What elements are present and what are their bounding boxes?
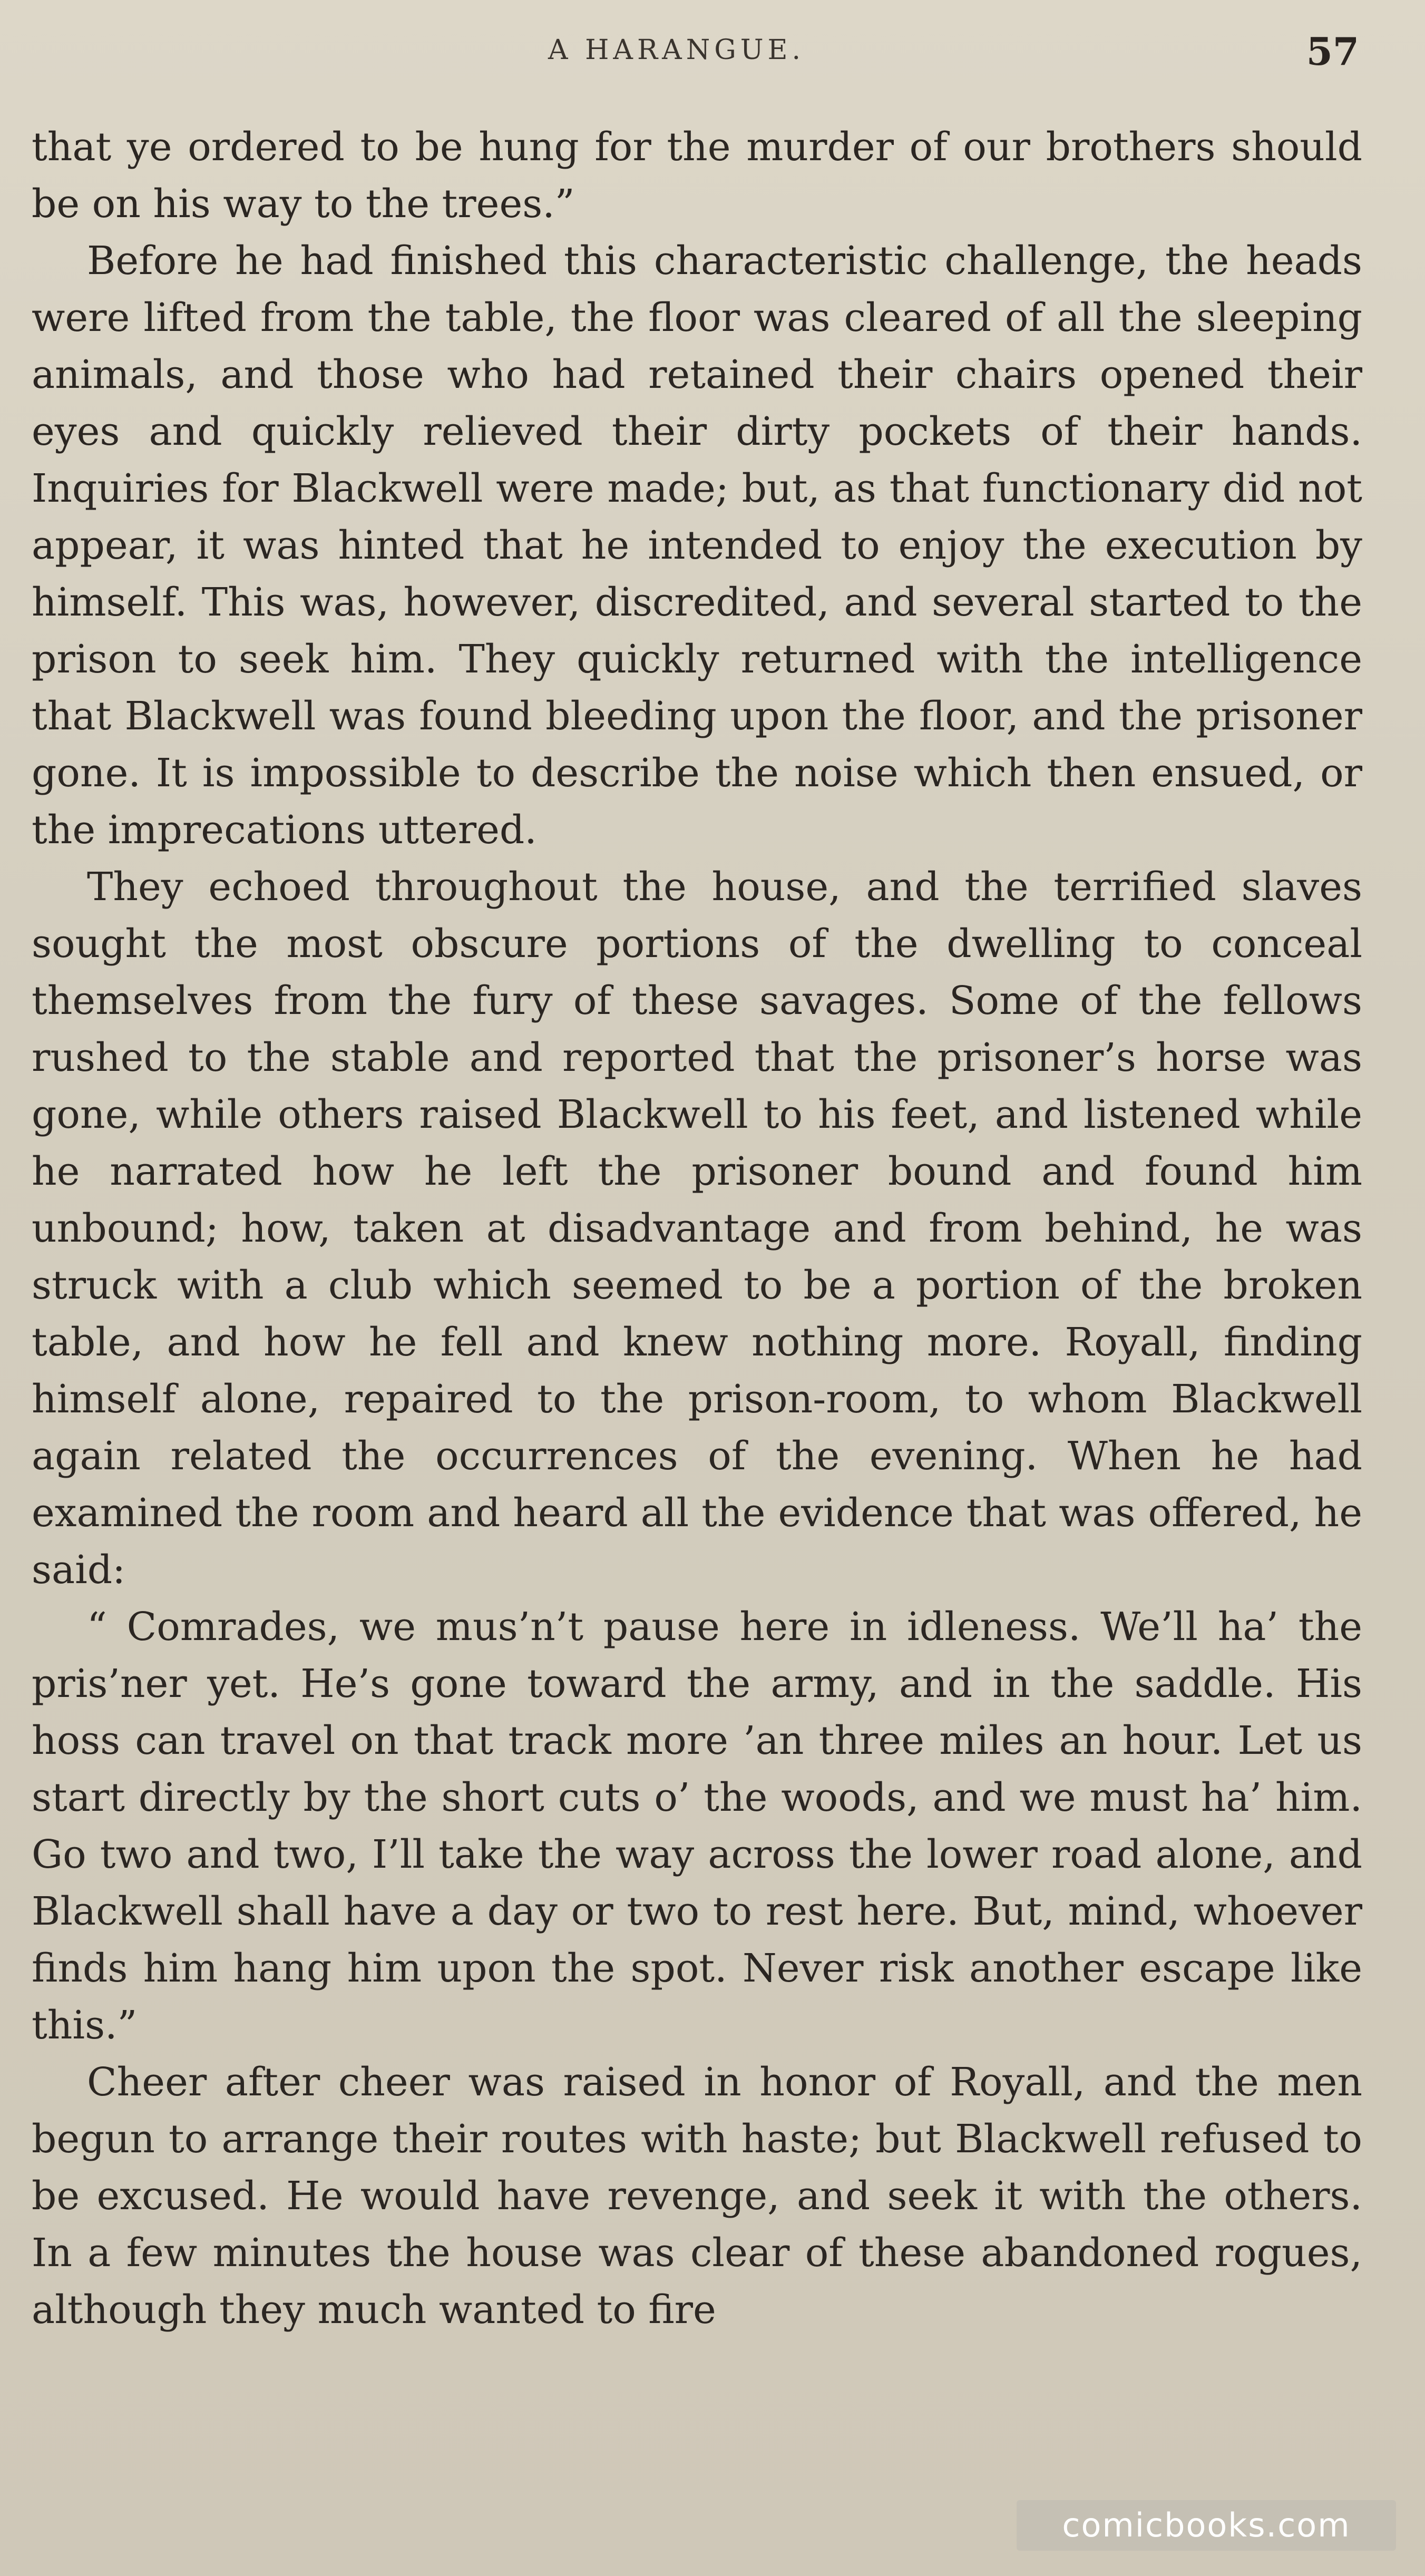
body-text <box>32 119 1362 2338</box>
paragraph: Cheer after cheer was raised in honor of Royall, and the men begun to arrange their routes with haste; but Blackwell refused to be excused. He would have revenge, and seek it with the others. In a few minutes the house was clear of these abandoned rogues, although they much wanted to fire <box>32 2060 1362 2333</box>
paragraph-continuation: that ye ordered to be hung for the murder of our brothers should be on his way to the trees.” <box>32 124 1362 227</box>
page-number: 57 <box>1306 29 1359 74</box>
paragraph: They echoed throughout the house, and the terrified slaves sought the most obscure portions of the dwelling to conceal themselves from the fury of these savages. Some of the fellows rushed to the stable and reported that the prisoner’s horse was gone, while others raised Blackwell to his feet, and listened while he narrated how he left the prisoner bound and found him unbound; how, taken at disadvantage and from behind, he was struck with a club which seemed to be a portion of the broken table, and how he fell and knew nothing more. Royall, finding himself alone, repaired to the prison-room, to whom Blackwell again related the occurrences of the evening. When he had examined the room and heard all the evidence that was offered, he said: <box>32 864 1362 1593</box>
running-head <box>0 29 1425 76</box>
running-title: A HARANGUE. <box>548 34 805 66</box>
paragraph: Before he had finished this characteristic challenge, the heads were lifted from the table, the floor was cleared of all the sleeping animals, and those who had retained their chairs opened their eyes and quickly relieved their dirty pockets of their hands. Inquiries for Blackwell were made; but, as that functionary did not appear, it was hinted that he intended to enjoy the execution by himself. This was, however, discredited, and several started to the prison to seek him. They quickly returned with the intelligence that Blackwell was found bleeding upon the floor, and the prisoner gone. It is impossible to describe the noise which then ensued, or the imprecations uttered. <box>32 238 1362 853</box>
watermark: comicbooks.com <box>1017 2500 1396 2551</box>
paragraph-quote: “ Comrades, we mus’n’t pause here in idleness. We’ll ha’ the pris’ner yet. He’s gone toward the army, and in the saddle. His hoss can travel on that track more ’an three miles an hour. Let us start directly by the short cuts o’ the woods, and we must ha’ him. Go two and two, I’ll take the way across the lower road alone, and Blackwell shall have a day or two to rest here. But, mind, whoever finds him hang him upon the spot. Never risk another escape like this.” <box>32 1604 1362 2048</box>
